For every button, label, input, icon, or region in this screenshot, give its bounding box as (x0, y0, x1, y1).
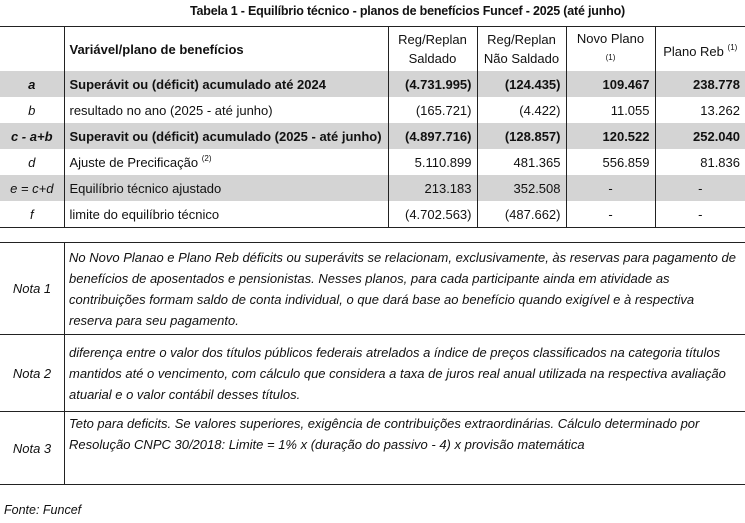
table-row-e (0, 175, 745, 201)
row-label-cell (64, 149, 388, 175)
header-line2: Saldado (408, 51, 457, 66)
source-note: Fonte: Funcef (4, 503, 82, 517)
header-line1: Novo Plano (576, 31, 645, 46)
header-col-saldado (388, 27, 477, 72)
value-nao-saldado: (124.435) (477, 71, 566, 97)
value-saldado: (4.731.995) (388, 71, 477, 97)
equilibrium-table (0, 26, 745, 228)
value-plano-reb: 81.836 (655, 149, 745, 175)
value-plano-reb: - (655, 201, 745, 228)
row-label: Superávit ou (déficit) acumulado até 2024 (64, 71, 388, 97)
header-col-novo-plano (566, 27, 655, 72)
value-nao-saldado: 352.508 (477, 175, 566, 201)
note-row-1 (0, 243, 745, 335)
header-variable: Variável/plano de benefícios (64, 27, 388, 72)
value-nao-saldado: 481.365 (477, 149, 566, 175)
row-footnote-ref: (2) (201, 154, 212, 163)
note-row-2 (0, 335, 745, 412)
header-col-plano-reb (655, 27, 745, 72)
value-novo-plano: - (566, 175, 655, 201)
table-row-a (0, 71, 745, 97)
value-novo-plano: 11.055 (566, 97, 655, 123)
row-label: Equilíbrio técnico ajustado (64, 175, 388, 201)
header-line2: Não Saldado (483, 51, 560, 66)
value-saldado: (165.721) (388, 97, 477, 123)
table-row-c (0, 123, 745, 149)
note-row-3 (0, 412, 745, 485)
value-novo-plano: 120.522 (566, 123, 655, 149)
row-label: limite do equilíbrio técnico (64, 201, 388, 228)
value-novo-plano: - (566, 201, 655, 228)
table-row-b (0, 97, 745, 123)
header-footnote-ref: (1) (727, 42, 738, 52)
row-variable: e = c+d (0, 175, 64, 201)
note-label: Nota 3 (0, 412, 65, 485)
row-label: Ajuste de Precificação (69, 155, 199, 170)
value-novo-plano: 556.859 (566, 149, 655, 175)
row-variable: a (0, 71, 64, 97)
value-nao-saldado: (4.422) (477, 97, 566, 123)
row-label: resultado no ano (2025 - até junho) (64, 97, 388, 123)
value-saldado: (4.897.716) (388, 123, 477, 149)
table-row-d (0, 149, 745, 175)
value-novo-plano: 109.467 (566, 71, 655, 97)
note-text: No Novo Planao e Plano Reb déficits ou superávits se relacionam, exclusivamente, às reservas para pagamento de benefícios de aposentados e pensionistas. Nesses planos, para cada participante ainda em atividade as contribuições formam saldo de conta individual, o que dará base ao benefício quando exigível e à respectiva reserva para seu pagamento. (65, 243, 745, 335)
row-variable: b (28, 102, 36, 118)
value-plano-reb: 13.262 (655, 97, 745, 123)
value-nao-saldado: (128.857) (477, 123, 566, 149)
value-plano-reb: 252.040 (655, 123, 745, 149)
header-empty-cell (0, 27, 64, 72)
value-nao-saldado: (487.662) (477, 201, 566, 228)
header-line1: Reg/Replan (398, 32, 467, 47)
notes-table (0, 242, 745, 485)
table-header-row (0, 27, 745, 72)
note-text: diferença entre o valor dos títulos públicos federais atrelados a índice de preços classificados na categoria títulos mantidos até o vencimento, com cálculo que considera a taxa de juros real anual utilizada na respectiva avaliação atuarial e o valor contábil desses títulos. (65, 335, 745, 412)
table-title: Tabela 1 - Equilíbrio técnico - planos de benefícios Funcef - 2025 (até junho) (190, 4, 625, 18)
value-saldado: (4.702.563) (388, 201, 477, 228)
row-variable: f (29, 206, 34, 222)
row-label: Superavit ou (déficit) acumulado (2025 - até junho) (64, 123, 388, 149)
header-footnote-ref: (1) (605, 53, 616, 62)
header-line1: Reg/Replan (487, 32, 556, 47)
note-label: Nota 2 (0, 335, 65, 412)
table-row-f (0, 201, 745, 228)
value-saldado: 5.110.899 (388, 149, 477, 175)
row-variable: d (28, 154, 36, 170)
note-text: Teto para deficits. Se valores superiores, exigência de contribuições extraordinárias. Cálculo determinado por Resolução CNPC 30/2018: Limite = 1% x (duração do passivo - 4) x provisão matemática (65, 412, 745, 485)
value-plano-reb: 238.778 (655, 71, 745, 97)
header-col-nao-saldado (477, 27, 566, 72)
note-label: Nota 1 (0, 243, 65, 335)
header-line1: Plano Reb (663, 43, 724, 59)
row-variable: c - a+b (0, 123, 64, 149)
value-plano-reb: - (655, 175, 745, 201)
value-saldado: 213.183 (388, 175, 477, 201)
